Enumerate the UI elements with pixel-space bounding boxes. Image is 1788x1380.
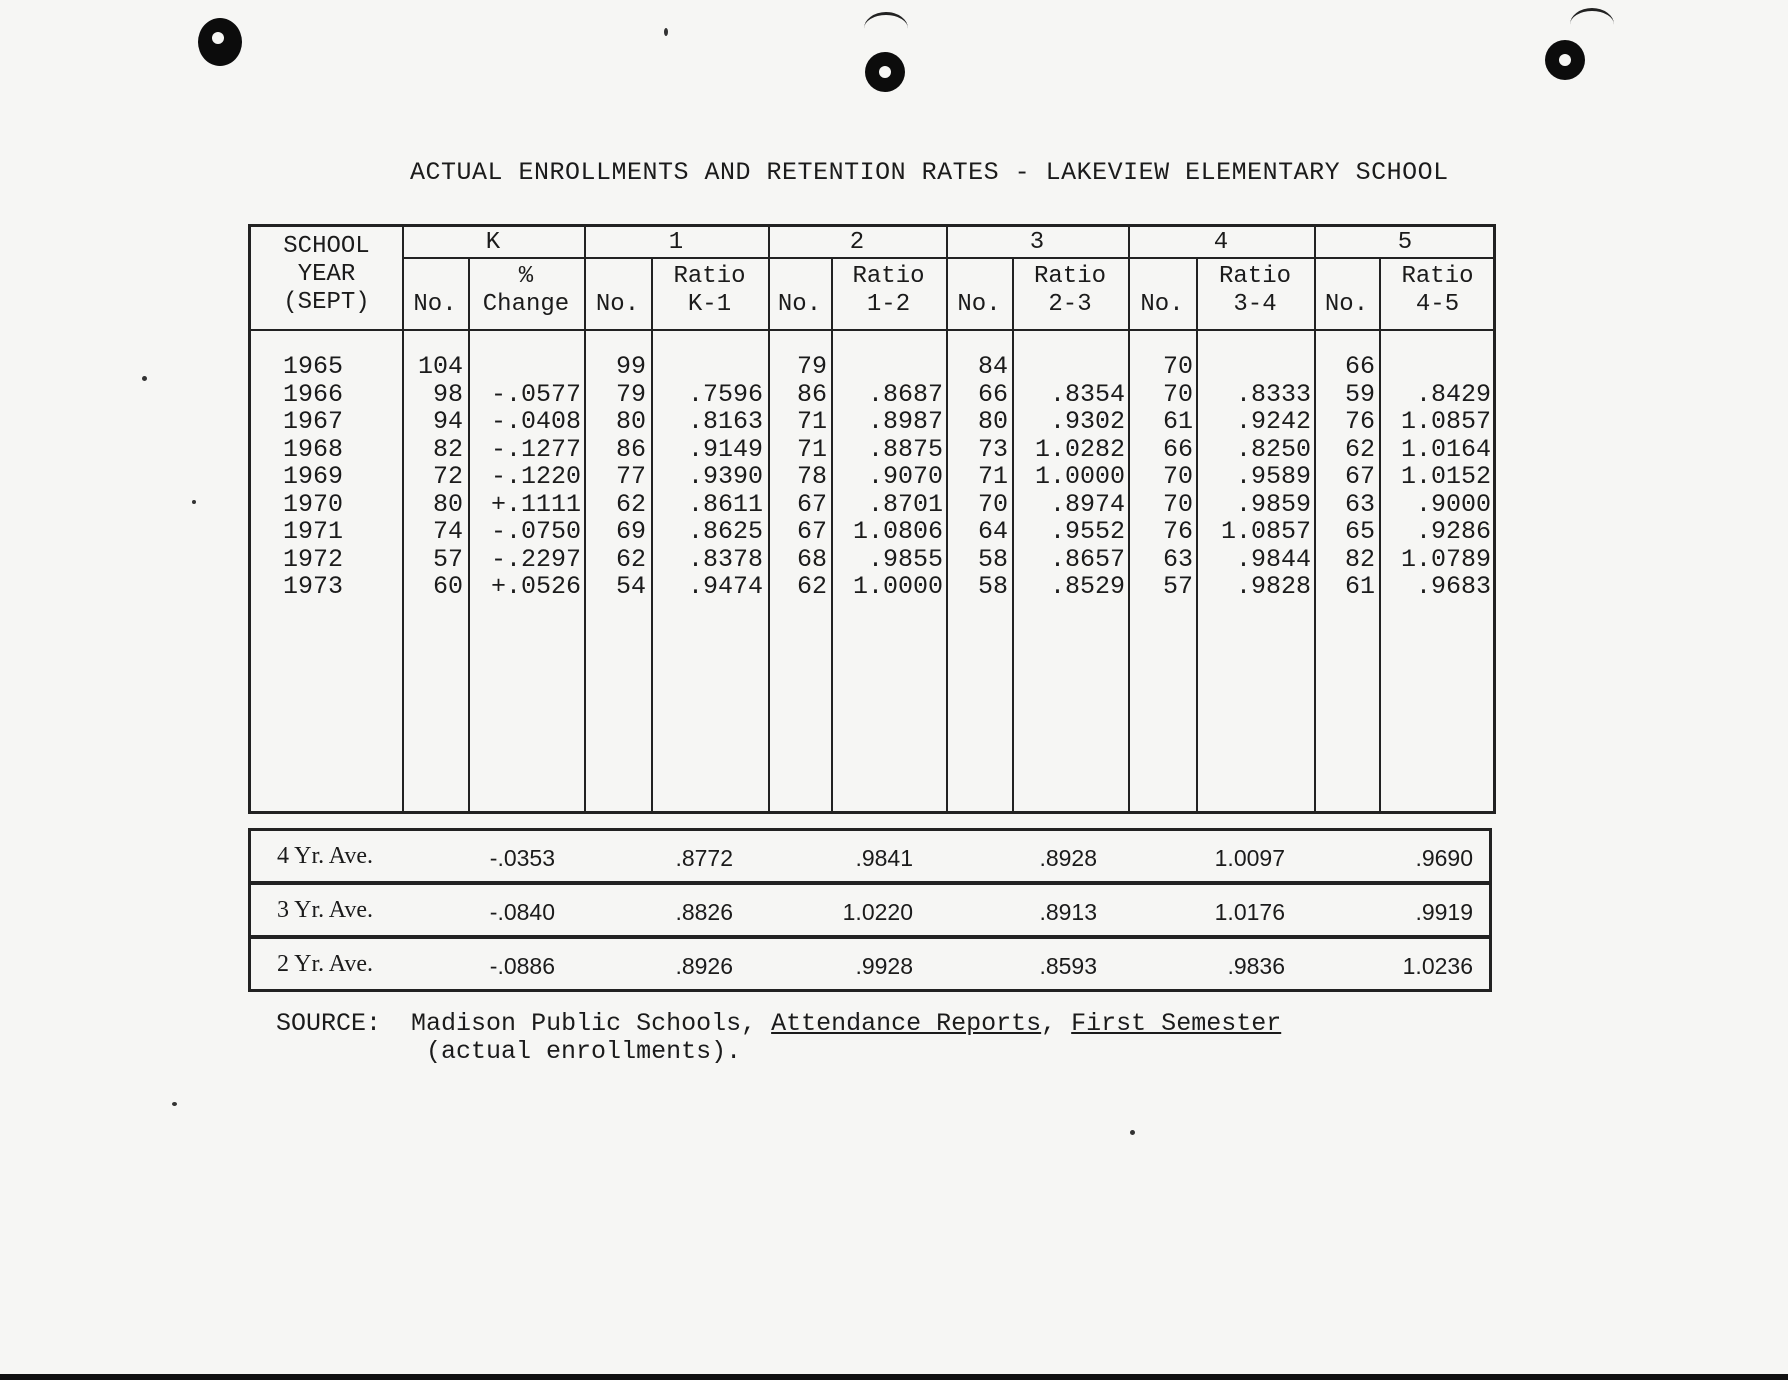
enrollment-cell: 72 xyxy=(432,462,463,491)
year-cell: 1970 xyxy=(283,489,344,519)
header-underline xyxy=(251,329,1493,331)
ratio-cell: .8687 xyxy=(867,379,943,409)
source-text: Madison Public Schools, xyxy=(411,1009,772,1038)
enrollment-cell: 82 xyxy=(432,434,463,464)
ratio-cell: .8333 xyxy=(1235,379,1311,409)
bottom-edge xyxy=(0,1374,1788,1380)
enrollment-cell: 67 xyxy=(1344,462,1375,491)
enrollment-cell: 57 xyxy=(432,544,463,574)
ratio-cell: .8163 xyxy=(687,407,763,436)
enrollment-cell: 77 xyxy=(615,462,646,491)
ratio-cell: +.1111 xyxy=(490,489,581,519)
enrollment-cell: 94 xyxy=(432,407,463,436)
enrollment-cell: 62 xyxy=(1344,434,1375,464)
year-cell: 1965 xyxy=(283,352,344,381)
enrollment-cell: 69 xyxy=(615,517,646,546)
average-value: .9836 xyxy=(1227,953,1285,979)
grade-header-underline xyxy=(402,257,1493,259)
enrollment-cell: 76 xyxy=(1162,517,1193,546)
col-divider xyxy=(1196,259,1198,811)
enrollment-cell: 66 xyxy=(1344,352,1375,381)
col-divider xyxy=(651,259,653,811)
enrollment-cell: 54 xyxy=(615,572,646,601)
enrollment-cell: 61 xyxy=(1344,572,1375,601)
speck xyxy=(1130,1130,1135,1135)
enrollment-cell: 67 xyxy=(796,489,827,519)
ratio-cell: .9844 xyxy=(1235,544,1311,574)
year-cell: 1972 xyxy=(283,544,344,574)
average-row xyxy=(248,828,1492,884)
average-label: 4 Yr. Ave. xyxy=(277,843,373,869)
enrollment-cell: 80 xyxy=(615,407,646,436)
ratio-cell: .9302 xyxy=(1049,407,1125,436)
enrollment-cell: 86 xyxy=(796,379,827,409)
enrollment-cell: 62 xyxy=(615,544,646,574)
ratio-cell: .8625 xyxy=(687,517,763,546)
ratio-cell: .7596 xyxy=(687,379,763,409)
enrollment-cell: 61 xyxy=(1162,407,1193,436)
enrollment-cell: 79 xyxy=(796,352,827,381)
enrollment-cell: 70 xyxy=(1162,489,1193,519)
header-grade-4: 4 xyxy=(1213,229,1229,256)
ratio-cell: 1.0857 xyxy=(1220,517,1311,546)
ratio-cell: .8657 xyxy=(1049,544,1125,574)
average-value: 1.0176 xyxy=(1214,899,1285,925)
ratio-cell: .8429 xyxy=(1415,379,1491,409)
enrollment-cell: 71 xyxy=(796,434,827,464)
average-value: 1.0236 xyxy=(1402,953,1473,979)
ratio-cell: .9286 xyxy=(1415,517,1491,546)
ratio-cell: .9149 xyxy=(687,434,763,464)
ratio-cell: 1.0857 xyxy=(1400,407,1491,436)
ratio-cell: .8250 xyxy=(1235,434,1311,464)
enrollment-cell: 80 xyxy=(432,489,463,519)
ratio-cell: -.0577 xyxy=(490,379,581,409)
average-value: .9928 xyxy=(855,953,913,979)
enrollment-cell: 58 xyxy=(977,572,1008,601)
enrollment-cell: 60 xyxy=(432,572,463,601)
header-1-no: No. xyxy=(595,291,640,318)
ratio-cell: +.0526 xyxy=(490,572,581,601)
ratio-cell: .9474 xyxy=(687,572,763,601)
enrollment-cell: 62 xyxy=(796,572,827,601)
ratio-cell: .9859 xyxy=(1235,489,1311,519)
source-first-semester: First Semester xyxy=(1071,1009,1282,1038)
average-label: 2 Yr. Ave. xyxy=(277,951,373,977)
col-divider xyxy=(468,259,470,811)
enrollment-cell: 63 xyxy=(1344,489,1375,519)
source-attendance-reports: Attendance Reports xyxy=(771,1009,1042,1038)
header-2-no: No. xyxy=(777,291,822,318)
enrollment-cell: 79 xyxy=(615,379,646,409)
ratio-cell: .9855 xyxy=(867,544,943,574)
enrollment-cell: 76 xyxy=(1344,407,1375,436)
ratio-cell: 1.0806 xyxy=(852,517,943,546)
source-label: SOURCE: xyxy=(276,1009,382,1038)
ratio-cell: .8987 xyxy=(867,407,943,436)
year-cell: 1971 xyxy=(283,517,344,546)
enrollment-cell: 63 xyxy=(1162,544,1193,574)
ratio-cell: .8701 xyxy=(867,489,943,519)
header-grade-2: 2 xyxy=(849,229,865,256)
ratio-cell: 1.0164 xyxy=(1400,434,1491,464)
header-grade-3: 3 xyxy=(1029,229,1045,256)
average-value: -.0840 xyxy=(489,899,555,925)
header-k-change: % Change xyxy=(482,263,570,318)
year-cell: 1966 xyxy=(283,379,344,409)
enrollment-cell: 59 xyxy=(1344,379,1375,409)
enrollment-cell: 74 xyxy=(432,517,463,546)
source-note xyxy=(276,1010,1281,1066)
ratio-cell: .9683 xyxy=(1415,572,1491,601)
punch-mark-center xyxy=(864,12,908,45)
enrollment-cell: 64 xyxy=(977,517,1008,546)
ratio-cell: 1.0282 xyxy=(1034,434,1125,464)
ratio-cell: .9242 xyxy=(1235,407,1311,436)
source-line2: (actual enrollments). xyxy=(426,1037,742,1066)
average-value: .8928 xyxy=(1039,845,1097,871)
average-value: -.0353 xyxy=(489,845,555,871)
average-label: 3 Yr. Ave. xyxy=(277,897,373,923)
speck xyxy=(192,500,196,504)
ratio-cell: 1.0000 xyxy=(1034,462,1125,491)
enrollment-cell: 68 xyxy=(796,544,827,574)
ratio-cell: .9070 xyxy=(867,462,943,491)
header-k-no: No. xyxy=(413,291,457,318)
enrollment-cell: 70 xyxy=(1162,462,1193,491)
enrollment-cell: 66 xyxy=(1162,434,1193,464)
average-value: .8913 xyxy=(1039,899,1097,925)
ratio-cell: .9390 xyxy=(687,462,763,491)
ratio-cell: 1.0789 xyxy=(1400,544,1491,574)
header-1-ratio: Ratio K-1 xyxy=(673,263,746,318)
enrollment-cell: 62 xyxy=(615,489,646,519)
enrollment-cell: 99 xyxy=(615,352,646,381)
header-3-no: No. xyxy=(957,291,1001,318)
ratio-cell: .8875 xyxy=(867,434,943,464)
average-value: 1.0220 xyxy=(842,899,913,925)
enrollment-cell: 73 xyxy=(977,434,1008,464)
average-value: .9690 xyxy=(1415,845,1473,871)
enrollment-cell: 70 xyxy=(977,489,1008,519)
header-2-ratio: Ratio 1-2 xyxy=(852,263,925,318)
enrollment-cell: 70 xyxy=(1162,352,1193,381)
ratio-cell: -.1220 xyxy=(490,462,581,491)
enrollment-cell: 67 xyxy=(796,517,827,546)
average-value: -.0886 xyxy=(489,953,555,979)
header-4-ratio: Ratio 3-4 xyxy=(1218,263,1291,318)
enrollment-cell: 58 xyxy=(977,544,1008,574)
header-3-ratio: Ratio 2-3 xyxy=(1033,263,1106,318)
enrollment-cell: 65 xyxy=(1344,517,1375,546)
col-divider xyxy=(1012,259,1014,811)
col-divider xyxy=(831,259,833,811)
average-value: .9919 xyxy=(1415,899,1473,925)
enrollment-cell: 66 xyxy=(977,379,1008,409)
average-row xyxy=(248,882,1492,938)
enrollment-cell: 98 xyxy=(432,379,463,409)
average-value: .9841 xyxy=(855,845,913,871)
header-grade-k: K xyxy=(485,229,501,256)
header-5-ratio: Ratio 4-5 xyxy=(1401,263,1474,318)
ratio-cell: -.1277 xyxy=(490,434,581,464)
punch-hole-right xyxy=(1545,40,1585,80)
speck xyxy=(142,376,147,381)
ratio-cell: .9552 xyxy=(1049,517,1125,546)
enrollment-cell: 86 xyxy=(615,434,646,464)
enrollment-cell: 82 xyxy=(1344,544,1375,574)
average-value: .8772 xyxy=(675,845,733,871)
ratio-cell: .8529 xyxy=(1049,572,1125,601)
enrollment-cell: 71 xyxy=(796,407,827,436)
ratio-cell: .8378 xyxy=(687,544,763,574)
ratio-cell: -.0750 xyxy=(490,517,581,546)
punch-mark-right xyxy=(1570,8,1614,41)
year-cell: 1967 xyxy=(283,407,344,436)
enrollment-cell: 84 xyxy=(977,352,1008,381)
col-divider xyxy=(1379,259,1381,811)
header-4-no: No. xyxy=(1140,291,1184,318)
header-school-year: SCHOOL YEAR (SEPT) xyxy=(283,233,370,316)
header-grade-5: 5 xyxy=(1397,229,1413,256)
year-cell: 1973 xyxy=(283,572,344,601)
average-value: .8826 xyxy=(675,899,733,925)
average-value: .8593 xyxy=(1039,953,1097,979)
punch-hole-center xyxy=(865,52,905,92)
ratio-cell: .8354 xyxy=(1049,379,1125,409)
enrollment-cell: 104 xyxy=(417,352,463,381)
ratio-cell: .8611 xyxy=(687,489,763,519)
average-value: 1.0097 xyxy=(1214,845,1285,871)
enrollment-cell: 70 xyxy=(1162,379,1193,409)
enrollment-cell: 57 xyxy=(1162,572,1193,601)
ratio-cell: .9000 xyxy=(1415,489,1491,519)
source-separator: , xyxy=(1041,1009,1072,1038)
ratio-cell: -.2297 xyxy=(490,544,581,574)
average-value: .8926 xyxy=(675,953,733,979)
ratio-cell: .9589 xyxy=(1235,462,1311,491)
enrollment-cell: 78 xyxy=(796,462,827,491)
speck xyxy=(664,28,668,36)
average-row xyxy=(248,936,1492,992)
ratio-cell: .8974 xyxy=(1049,489,1125,519)
header-5-no: No. xyxy=(1324,291,1369,318)
enrollment-cell: 71 xyxy=(977,462,1008,491)
punch-hole-left xyxy=(198,18,242,66)
page-title: ACTUAL ENROLLMENTS AND RETENTION RATES - LAKEVIEW ELEMENTARY SCHOOL xyxy=(410,158,1449,187)
year-cell: 1968 xyxy=(283,434,344,464)
year-cell: 1969 xyxy=(283,462,344,491)
enrollment-table xyxy=(248,224,1496,814)
header-grade-1: 1 xyxy=(668,229,684,256)
enrollment-cell: 80 xyxy=(977,407,1008,436)
ratio-cell: 1.0000 xyxy=(852,572,943,601)
speck xyxy=(172,1102,177,1106)
ratio-cell: .9828 xyxy=(1235,572,1311,601)
ratio-cell: 1.0152 xyxy=(1400,462,1491,491)
ratio-cell: -.0408 xyxy=(490,407,581,436)
